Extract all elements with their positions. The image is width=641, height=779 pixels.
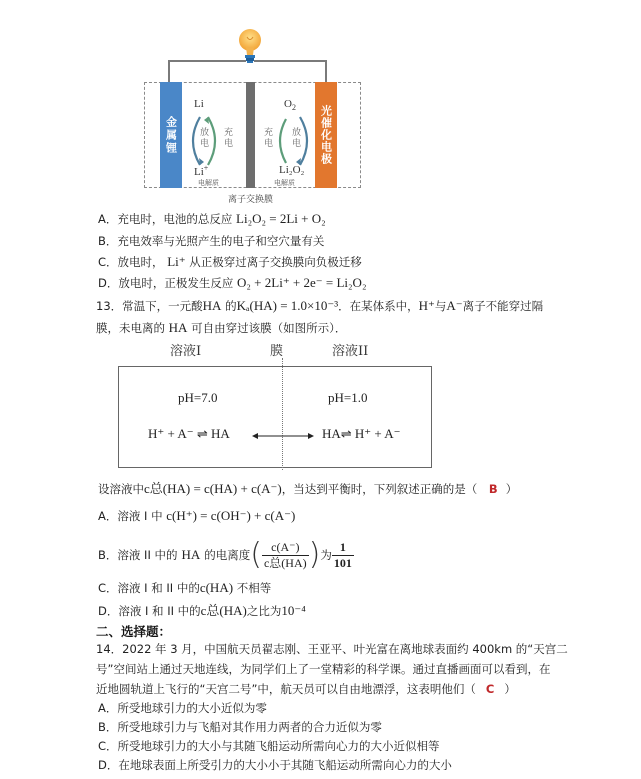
discharge-label-left: 放电	[200, 128, 210, 149]
stem-text: ）	[504, 682, 516, 696]
option-text-2: 从正极穿过离子交换膜向负极迁移	[189, 255, 362, 269]
option-text-3: 为	[320, 548, 332, 562]
answer-mark: B	[488, 482, 498, 496]
h-ion: H⁺	[418, 298, 435, 313]
right-paren: )	[308, 537, 321, 572]
light-bulb-icon	[235, 25, 265, 69]
double-arrow-icon	[252, 432, 314, 440]
option-letter: B．	[98, 234, 118, 248]
li-ion-text: Li	[194, 166, 204, 178]
solution-1-header: 溶液I	[170, 344, 202, 359]
q14-stem-line-2: 号”空间站上通过天地连线，为同学们上了一堂精彩的科学课。通过直播画面可以看到，在	[96, 662, 551, 676]
species-li: Li	[194, 98, 204, 110]
solution-1-ph: pH=7.0	[178, 390, 218, 405]
ka-formula: Kₐ(HA) = 1.0×10⁻³	[236, 298, 339, 313]
option-text: 溶液 I 和 II 中的	[117, 581, 200, 595]
left-electrode-label: 金属锂	[164, 115, 178, 155]
option-text: 溶液 I 和 II 中的	[118, 604, 201, 618]
membrane-caption: 离子交换膜	[228, 195, 274, 205]
stem-text: 近地圆轨道上飞行的“天宫二号”中，航天员可以自由地漂浮，这表明他们（	[96, 682, 476, 696]
fraction-denominator: c总(HA)	[263, 555, 307, 570]
stem-text: ．在某体系中，	[338, 299, 419, 313]
option-text-2: 不相等	[236, 581, 272, 595]
option-letter: C．	[98, 255, 118, 269]
section-title: 二、选择题：	[96, 624, 172, 639]
q12-option-b[interactable]	[98, 233, 324, 249]
species-li2o2: Li₂O₂	[279, 164, 305, 176]
species-li-ion	[194, 163, 209, 178]
option-letter: D．	[98, 604, 119, 618]
q13-option-b[interactable]	[98, 538, 354, 572]
option-text: 充电时，电池的总反应	[117, 212, 233, 226]
solution-2-equilibrium: HA⇌ H⁺ + A⁻	[322, 426, 401, 441]
q14-stem-line-3	[96, 681, 516, 697]
option-letter: C．	[98, 581, 118, 595]
q13-option-c[interactable]	[98, 580, 271, 596]
option-formula: Li⁺	[167, 254, 186, 269]
ha-formula: HA	[181, 547, 201, 562]
container-box	[118, 366, 432, 468]
option-letter: B．	[98, 548, 118, 562]
option-formula: c(HA)	[199, 580, 234, 595]
a-ion: A⁻	[446, 298, 463, 313]
membrane-diagram	[118, 340, 438, 470]
wire-left-vertical	[168, 60, 170, 82]
left-paren: (	[250, 537, 262, 572]
stem-text: 与	[434, 299, 447, 313]
q12-option-a[interactable]	[98, 211, 326, 227]
option-text: 放电时，	[117, 255, 164, 269]
value-fraction	[332, 540, 354, 571]
stem-text: ，当达到平衡时，下列叙述正确的是（	[281, 482, 478, 496]
q13-stem-line-2	[96, 320, 346, 336]
option-formula: O₂ + 2Li⁺ + 2e⁻ = Li₂O₂	[237, 275, 367, 290]
stem-text: 可自由穿过该膜（如图所示）．	[191, 321, 347, 335]
ha-formula: HA	[168, 320, 188, 335]
option-letter: D．	[98, 276, 119, 290]
value-numerator: 1	[332, 540, 354, 556]
option-text: 溶液 I 中	[117, 509, 163, 523]
li-ion-charge: +	[203, 163, 209, 173]
q14-option-a[interactable]: A．所受地球引力的大小近似为零	[98, 701, 267, 715]
electrolyte-left: 电解质	[198, 179, 219, 187]
value-denominator: 101	[333, 555, 352, 570]
ionization-degree-fraction	[262, 540, 309, 571]
answer-mark: C	[485, 682, 495, 696]
solution-2-header: 溶液II	[332, 344, 369, 359]
photocatalytic-electrode	[315, 82, 337, 188]
membrane-header: 膜	[270, 344, 284, 359]
option-text: 充电效率与光照产生的电子和空穴量有关	[117, 234, 325, 248]
option-formula: Li₂O₂ = 2Li + O₂	[236, 211, 326, 226]
charge-label-left: 充电	[224, 128, 234, 149]
option-formula: c(H⁺) = c(OH⁻) + c(A⁻)	[166, 508, 296, 523]
ion-exchange-membrane	[246, 82, 255, 188]
o2-text: O	[284, 98, 292, 110]
right-electrode-label: 光催化电极	[319, 105, 333, 165]
option-formula: c总(HA)	[200, 603, 247, 618]
q14-option-d[interactable]: D．在地球表面上所受引力的大小小于其随飞船运动所需向心力的大小	[98, 758, 452, 772]
stem-text: 设溶液中	[98, 482, 144, 496]
q13-option-d[interactable]	[98, 603, 306, 619]
q13-stem-line-1	[96, 298, 543, 314]
battery-diagram	[140, 20, 380, 210]
fraction-numerator: c(A⁻)	[262, 540, 309, 556]
solution-1-equilibrium: H⁺ + A⁻ ⇌ HA	[148, 426, 230, 441]
option-text-2: 的电离度	[204, 548, 251, 562]
solution-2-ph: pH=1.0	[328, 390, 368, 405]
c-total-definition: c总(HA) = c(HA) + c(A⁻)	[144, 481, 282, 496]
charge-label-right: 充电	[264, 128, 274, 149]
stem-text: 离子不能穿过隔	[462, 299, 544, 313]
option-text-2: 之比为	[246, 604, 282, 618]
stem-text: ）	[505, 482, 518, 496]
species-o2	[284, 98, 296, 113]
electrolyte-right: 电解质	[274, 179, 295, 187]
option-formula-2: 10⁻⁴	[281, 603, 306, 618]
membrane-line	[282, 358, 283, 470]
stem-text: 膜，未电离的	[96, 321, 165, 335]
wire-right-vertical	[325, 60, 327, 82]
option-text: 溶液 II 中的	[117, 548, 178, 562]
stem-text: 的	[225, 299, 237, 313]
q13-option-a[interactable]	[98, 508, 295, 524]
q14-option-b[interactable]: B．所受地球引力与飞船对其作用力两者的合力近似为零	[98, 720, 382, 734]
option-text: 放电时，正极发生反应	[118, 276, 234, 290]
option-letter: A．	[98, 509, 118, 523]
lithium-metal-electrode	[160, 82, 182, 188]
q12-option-c[interactable]	[98, 254, 362, 270]
option-letter: A．	[98, 212, 118, 226]
discharge-label-right: 放电	[292, 128, 302, 149]
o2-subscript: 2	[291, 103, 296, 113]
q13-question	[98, 481, 517, 497]
q14-stem-line-1: 14．2022 年 3 月，中国航天员翟志刚、王亚平、叶光富在离地球表面约 400km 的“天宫二	[96, 642, 568, 656]
q14-option-c[interactable]: C．所受地球引力的大小与其随飞船运动所需向心力的大小近似相等	[98, 739, 440, 753]
stem-text: 13．常温下，一元酸	[96, 299, 203, 313]
q12-option-d[interactable]	[98, 275, 366, 291]
ha-formula: HA	[202, 298, 222, 313]
